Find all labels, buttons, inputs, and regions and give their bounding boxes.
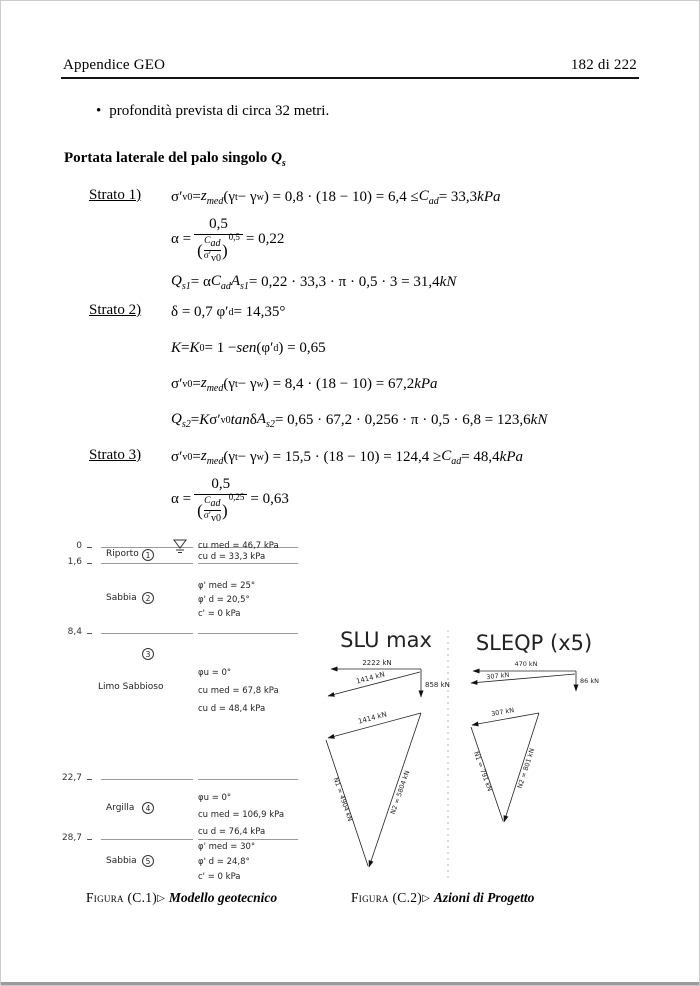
caption-arrow-icon: ▷ [422, 893, 430, 904]
layer-number-badge: 3 [142, 648, 154, 660]
bullet-item [96, 103, 329, 120]
polygon-edge [369, 713, 421, 867]
force-label: 86 kN [580, 677, 599, 685]
figure2-caption [351, 890, 534, 906]
slu-title: SLU max [340, 628, 432, 652]
layer-param: cu med = 67,8 kPa [198, 686, 279, 696]
header-rule [61, 77, 639, 79]
figure2-caption-title: Azioni di Progetto [433, 890, 535, 905]
layer-name: Sabbia [106, 856, 137, 866]
layer-boundary [198, 563, 298, 564]
bullet-text: profondità prevista di circa 32 metri. [109, 103, 330, 119]
layer-name: Argilla [106, 803, 135, 813]
strato-3-formulas [171, 439, 523, 525]
layer-number-badge: 2 [142, 592, 154, 604]
section-title: Portata laterale del palo singolo $Q_s$ [64, 150, 286, 169]
depth-tick [87, 563, 92, 564]
layer-param: φu = 0° [198, 668, 232, 678]
strato-1-formulas [171, 179, 501, 301]
caption-arrow-icon: ▷ [157, 893, 165, 904]
layer-boundary [101, 779, 193, 780]
page-number: 182 di 222 [570, 57, 637, 73]
layer-number-badge: 1 [142, 549, 154, 561]
sleqp-diagram [471, 631, 599, 822]
formula-line: α = 0,5 ( $C_{ad}$ $\sigma'_{v0}$ ) $^{0,5}$ = 0,22 [171, 216, 285, 264]
formula-line: K = K 0 = 1 − sen (φ′ d ) = 0,65 [171, 339, 326, 356]
layer-param: cu d = 48,4 kPa [198, 704, 266, 714]
force-label: 1414 kN [355, 670, 386, 686]
layer-param: cu med = 46,7 kPa [198, 541, 279, 551]
depth-label: 22,7 [61, 773, 82, 783]
depth-label: 0 [76, 541, 82, 551]
layer-number-badge: 4 [142, 802, 154, 814]
figure-geotechnical-model [56, 536, 306, 901]
figure-design-actions [301, 616, 681, 891]
force-label: 2222 kN [362, 659, 392, 667]
layer-param: φ' d = 24,8° [198, 857, 250, 867]
polygon-label: N1 = 4904 kN [331, 776, 355, 823]
strato-2-block [89, 294, 547, 438]
layer-param: c' = 0 kPa [198, 609, 241, 619]
layer-boundary [198, 839, 298, 840]
polygon-label: 1414 kN [357, 710, 388, 726]
polygon-label: N2 = 801 kN [515, 747, 537, 790]
force-label: 858 kN [425, 681, 450, 689]
layer-param: cu d = 33,3 kPa [198, 552, 266, 562]
polygon-label: 307 kN [490, 706, 515, 718]
layer-boundary [101, 563, 193, 564]
strato-1-label: Strato 1) [89, 187, 142, 203]
layer-boundary [198, 779, 298, 780]
layer-boundary [198, 633, 298, 634]
layer-name: Sabbia [106, 593, 137, 603]
layer-param: φ' med = 30° [198, 842, 256, 852]
formula-line: σ′ v0 = $z_{med}$ (γ t − γ w ) = 15,5 · (18 − 10) = 124,4 ≥ $C_{ad}$ = 48,4 kPa [171, 447, 523, 467]
scan-edge [1, 982, 699, 985]
strato-1-block [89, 179, 501, 301]
formula-line: $Q_{s2}$ = K σ′ v0 tan δ $A_{s2}$ = 0,65 · 67,2 · 0,256 · π · 0,5 · 6,8 = 123,6 kN [171, 410, 548, 430]
figure1-caption-label: Figura (C.1) [86, 890, 158, 905]
page-header [63, 57, 637, 74]
depth-tick [87, 633, 92, 634]
figure2-caption-label: Figura (C.2) [351, 890, 423, 905]
force-label: 470 kN [514, 660, 538, 668]
force-label: 307 kN [485, 670, 510, 682]
header-left-text: Appendice GEO [63, 57, 166, 73]
layer-param: φ' d = 20,5° [198, 595, 250, 605]
layer-param: φ' med = 25° [198, 581, 256, 591]
formula-line: α = 0,5 ( $C_{ad}$ $\sigma'_{v0}$ ) $^{0,25}$ = 0,63 [171, 476, 289, 524]
layer-param: c' = 0 kPa [198, 872, 241, 882]
layer-boundary [101, 839, 193, 840]
polygon-label: N1 = 791 kN [471, 750, 494, 793]
layer-param: cu d = 76,4 kPa [198, 827, 266, 837]
depth-label: 28,7 [61, 833, 82, 843]
slu-max-diagram [326, 628, 450, 867]
sleqp-title: SLEQP (x5) [475, 631, 593, 655]
strato-2-formulas [171, 294, 547, 438]
layer-param: φu = 0° [198, 793, 232, 803]
bullet-marker: • [96, 103, 102, 119]
formula-line: $Q_{s1}$ = α $C_{ad}$ $A_{s1}$ = 0,22 · 33,3 · π · 0,5 · 3 = 31,4 kN [171, 273, 457, 293]
depth-label: 1,6 [67, 557, 82, 567]
water-table-icon [172, 538, 188, 554]
depth-tick [87, 839, 92, 840]
depth-tick [87, 779, 92, 780]
figure1-caption-title: Modello geotecnico [168, 890, 278, 905]
layer-param: cu med = 106,9 kPa [198, 810, 285, 820]
polygon-label: N2 = 5804 kN [388, 769, 412, 816]
strato-3-block [89, 439, 523, 525]
formula-line: σ′ v0 = $z_{med}$ (γ t − γ w ) = 0,8 · (18 − 10) = 6,4 ≤ $C_{ad}$ = 33,3 kPa [171, 187, 501, 207]
formula-line: σ′ v0 = $z_{med}$ (γ t − γ w ) = 8,4 · (18 − 10) = 67,2 kPa [171, 374, 438, 394]
depth-label: 8,4 [67, 627, 82, 637]
layer-name: Riporto [106, 549, 139, 559]
strato-2-label: Strato 2) [89, 302, 142, 318]
strato-3-label: Strato 3) [89, 447, 142, 463]
depth-tick [87, 547, 92, 548]
layer-name: Limo Sabbioso [98, 682, 164, 692]
layer-number-badge: 5 [142, 855, 154, 867]
figure1-caption [86, 890, 277, 906]
layer-boundary [101, 633, 193, 634]
formula-line: δ = 0,7 φ′ d = 14,35° [171, 303, 286, 320]
